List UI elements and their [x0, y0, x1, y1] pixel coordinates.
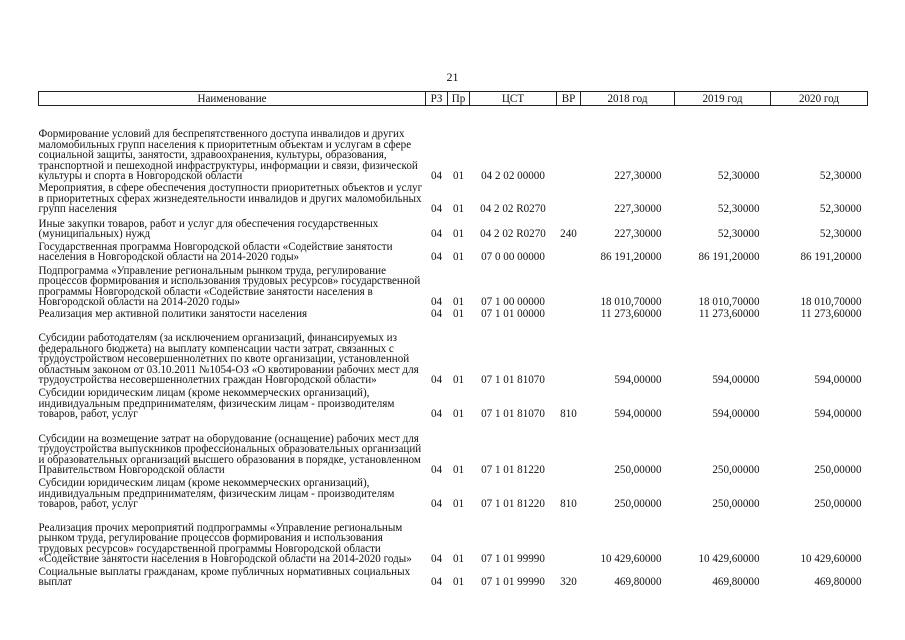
row-vr: 810 — [560, 498, 577, 511]
table-row — [39, 106, 868, 183]
row-pr: 01 — [452, 203, 465, 216]
row-2019: 594,00000 — [712, 374, 760, 387]
row-name: Субсидии юридическим лицам (кроме некоммерческих организаций), индивидуальным предпринимателям, физическим лицам - производителям товаров, работ, услуг — [38, 387, 395, 421]
row-rz: 04 — [430, 576, 443, 589]
table-row — [39, 421, 868, 477]
row-pr: 01 — [452, 498, 465, 511]
row-2020: 86 191,20000 — [800, 251, 862, 264]
row-cst: 04 2 02 00000 — [481, 170, 545, 183]
row-rz: 04 — [430, 296, 443, 309]
row-name: Субсидии работодателям (за исключением организаций, финансируемых из федерального бюджета) на выплату компенсации части затрат, связанных с трудоустройством несовершеннолетних по квоте организации, установленной областным законом от 03.10.2011 №1054-ОЗ «О квотировании рабочих мест для трудоустройства несовершеннолетних граждан Новгородской области» — [38, 332, 419, 387]
table-row — [39, 309, 868, 321]
row-rz: 04 — [430, 251, 443, 264]
row-name: Субсидии на возмещение затрат на оборудование (оснащение) рабочих мест для трудоустройства выпускников профессиональных образовательных организаций и образовательных организаций высшего образования в порядке, установленном Правительством Новгородской области — [38, 432, 422, 477]
row-name: Социальные выплаты гражданам, кроме публичных нормативных социальных выплат — [38, 565, 411, 589]
row-cst: 04 2 02 R0270 — [480, 228, 546, 241]
row-2018: 227,30000 — [614, 170, 662, 183]
row-2018: 227,30000 — [614, 228, 662, 241]
row-rz: 04 — [430, 553, 443, 566]
header-row — [39, 92, 868, 106]
row-vr — [557, 511, 581, 566]
row-pr: 01 — [452, 408, 465, 421]
header-2020: 2020 год — [771, 92, 868, 106]
row-2018: 18 010,70000 — [600, 296, 662, 309]
row-rz: 04 — [430, 203, 443, 216]
budget-table — [38, 91, 868, 589]
row-pr: 01 — [452, 553, 465, 566]
row-2018: 469,80000 — [614, 576, 662, 589]
row-pr: 01 — [452, 228, 465, 241]
row-vr — [557, 421, 581, 477]
row-2018: 227,30000 — [614, 203, 662, 216]
row-2019: 18 010,70000 — [698, 296, 760, 309]
table-row — [39, 264, 868, 309]
row-pr: 01 — [452, 576, 465, 589]
row-2020: 250,00000 — [814, 464, 862, 477]
row-2019: 469,80000 — [712, 576, 760, 589]
row-2019: 250,00000 — [712, 498, 760, 511]
row-cst: 07 1 01 81070 — [481, 374, 545, 387]
row-name: Государственная программа Новгородской области «Содействие занятости населения в Новгородской области на 2014-2020 годы» — [38, 240, 393, 264]
row-2020: 594,00000 — [814, 374, 862, 387]
header-2018: 2018 год — [581, 92, 675, 106]
row-rz: 04 — [430, 374, 443, 387]
row-2019: 86 191,20000 — [698, 251, 760, 264]
row-rz: 04 — [430, 498, 443, 511]
table-header — [39, 92, 868, 106]
row-pr: 01 — [452, 308, 465, 321]
page-number: 21 — [446, 70, 459, 84]
row-2018: 250,00000 — [614, 498, 662, 511]
row-2019: 594,00000 — [712, 408, 760, 421]
row-2019: 52,30000 — [717, 228, 760, 241]
row-2018: 594,00000 — [614, 408, 662, 421]
row-name: Мероприятия, в сфере обеспечения доступности приоритетных объектов и услуг в приоритетных сферах жизнедеятельности инвалидов и других маломобильных групп населения — [38, 182, 423, 216]
row-vr — [557, 264, 581, 309]
header-pr: Пр — [448, 92, 470, 106]
row-cst: 07 1 00 00000 — [481, 296, 545, 309]
row-2020: 469,80000 — [814, 576, 862, 589]
table-row — [39, 216, 868, 241]
table-row — [39, 321, 868, 387]
row-2020: 52,30000 — [819, 228, 862, 241]
row-2018: 594,00000 — [614, 374, 662, 387]
row-vr — [557, 241, 581, 264]
header-2019: 2019 год — [675, 92, 771, 106]
row-rz: 04 — [430, 308, 443, 321]
row-2020: 11 273,60000 — [800, 308, 862, 321]
row-name: Реализация мер активной политики занятости населения — [38, 308, 308, 321]
row-2020: 10 429,60000 — [800, 553, 862, 566]
row-rz: 04 — [430, 408, 443, 421]
row-vr — [557, 321, 581, 387]
row-2020: 250,00000 — [814, 498, 862, 511]
table-row — [39, 511, 868, 566]
row-vr: 240 — [560, 228, 577, 241]
row-name: Реализация прочих мероприятий подпрограммы «Управление региональным рынком труда, регулирование процессов формирования и использования трудовых ресурсов» государственной программы Новгородской области «Содействие занятости населения в Новгородской области на 2014-2020 годы» — [38, 521, 412, 566]
row-2018: 11 273,60000 — [600, 308, 662, 321]
row-cst: 07 0 00 00000 — [481, 251, 545, 264]
row-vr: 320 — [560, 576, 577, 589]
row-pr: 01 — [452, 251, 465, 264]
row-vr: 810 — [560, 408, 577, 421]
row-name: Иные закупки товаров, работ и услуг для обеспечения государственных (муниципальных) нужд — [38, 217, 379, 241]
row-2019: 250,00000 — [712, 464, 760, 477]
row-cst: 07 1 01 81070 — [481, 408, 545, 421]
table-row — [39, 183, 868, 216]
table-row — [39, 566, 868, 589]
row-cst: 07 1 01 99990 — [481, 576, 545, 589]
row-2018: 86 191,20000 — [600, 251, 662, 264]
row-2020: 594,00000 — [814, 408, 862, 421]
header-rz: РЗ — [426, 92, 448, 106]
header-cst: ЦСТ — [470, 92, 557, 106]
table-row — [39, 241, 868, 264]
row-pr: 01 — [452, 464, 465, 477]
row-2019: 10 429,60000 — [698, 553, 760, 566]
row-rz: 04 — [430, 170, 443, 183]
row-rz: 04 — [430, 228, 443, 241]
row-name: Субсидии юридическим лицам (кроме некоммерческих организаций), индивидуальным предпринимателям, физическим лицам - производителям товаров, работ, услуг — [38, 477, 395, 511]
row-cst: 07 1 01 99990 — [481, 553, 545, 566]
table-row — [39, 387, 868, 421]
header-vr: ВР — [557, 92, 581, 106]
row-2020: 52,30000 — [819, 203, 862, 216]
row-vr — [557, 309, 581, 321]
row-pr: 01 — [452, 296, 465, 309]
row-2018: 250,00000 — [614, 464, 662, 477]
row-rz: 04 — [430, 464, 443, 477]
row-cst: 04 2 02 R0270 — [480, 203, 546, 216]
row-pr: 01 — [452, 170, 465, 183]
row-cst: 07 1 01 81220 — [481, 498, 545, 511]
header-name: Наименование — [39, 92, 426, 106]
row-2020: 52,30000 — [819, 170, 862, 183]
row-name: Подпрограмма «Управление региональным рынком труда, регулирование процессов формирования и использования трудовых ресурсов» государственной программы Новгородской области «Содействие занятости населения в Новгородской области на 2014-2020 годы» — [38, 264, 421, 309]
row-2018: 10 429,60000 — [600, 553, 662, 566]
row-name: Формирование условий для беспрепятственного доступа инвалидов и других маломобильных групп населения к приоритетным объектам и услугам в сфере социальной защиты, занятости, здравоохранения, культуры, образования, транспортной и пешеходной инфраструктуры, информации и связи, физической культуры и спорта в Новгородской области — [38, 128, 418, 183]
row-cst: 07 1 01 81220 — [481, 464, 545, 477]
row-2020: 18 010,70000 — [800, 296, 862, 309]
row-2019: 52,30000 — [717, 203, 760, 216]
row-2019: 52,30000 — [717, 170, 760, 183]
row-vr — [557, 183, 581, 216]
row-2019: 11 273,60000 — [698, 308, 760, 321]
row-pr: 01 — [452, 374, 465, 387]
row-vr — [557, 106, 581, 183]
table-body — [39, 106, 868, 589]
table-row — [39, 477, 868, 511]
row-cst: 07 1 01 00000 — [481, 308, 545, 321]
